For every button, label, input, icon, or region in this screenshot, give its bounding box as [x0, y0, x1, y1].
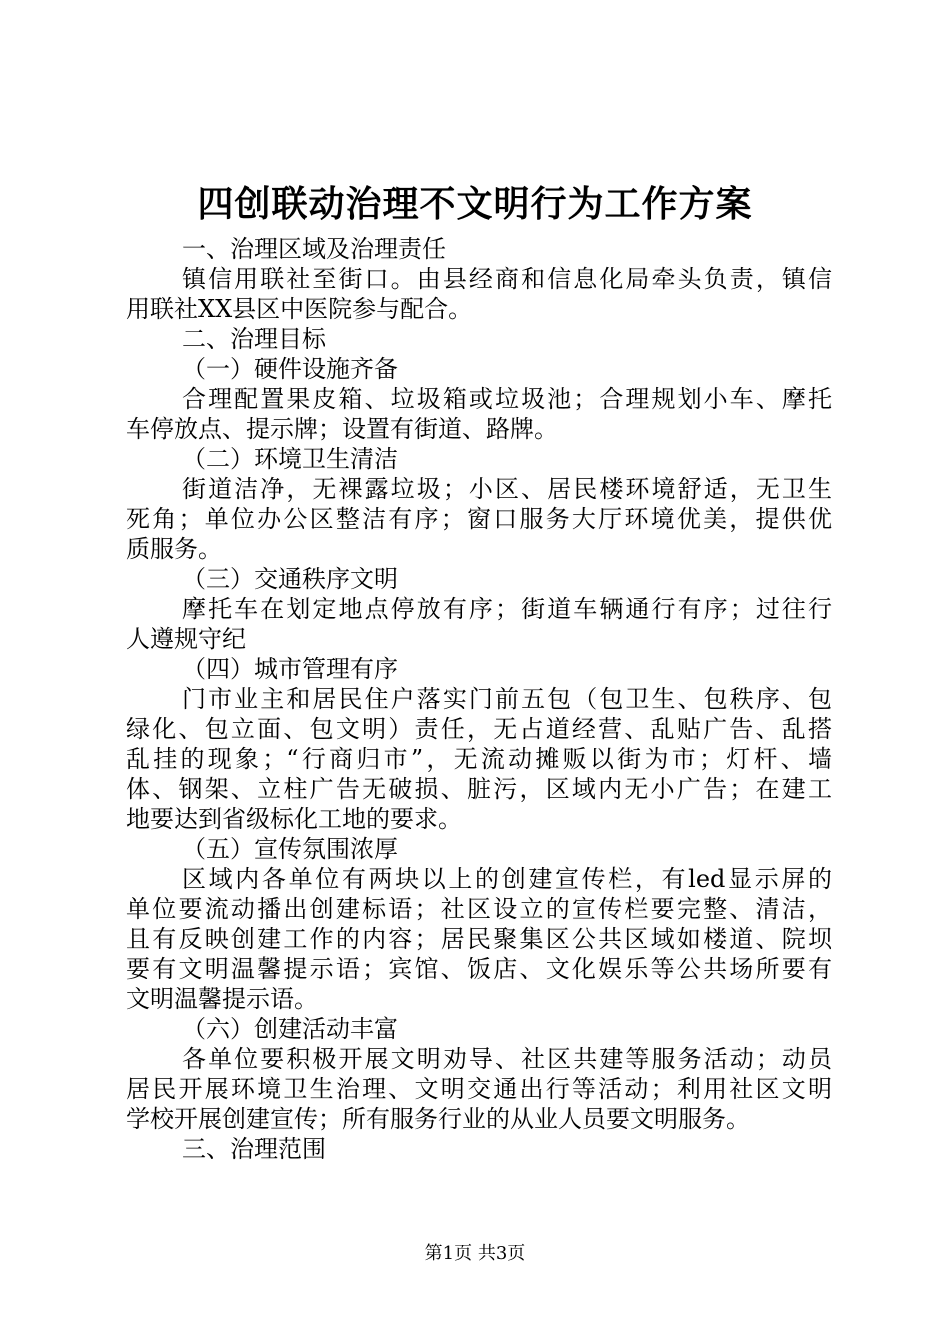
- paragraph-line: 质服务。: [126, 535, 222, 563]
- paragraph-line: 死角；单位办公区整洁有序；窗口服务大厅环境优美，提供优: [126, 505, 832, 533]
- document-title: 四创联动治理不文明行为工作方案: [197, 183, 753, 225]
- subsection-heading: （五）宣传氛围浓厚: [182, 835, 398, 863]
- subsection-heading: （一）硬件设施齐备: [182, 355, 398, 383]
- paragraph-line: 乱挂的现象；“行商归市”，无流动摊贩以街为市；灯杆、墙: [126, 745, 832, 773]
- paragraph-line: 地要达到省级标化工地的要求。: [126, 805, 462, 833]
- paragraph-line: 人遵规守纪: [126, 625, 246, 653]
- subsection-heading: （四）城市管理有序: [182, 655, 398, 683]
- paragraph-line: 门市业主和居民住户落实门前五包（包卫生、包秩序、包: [182, 685, 832, 713]
- paragraph-line: 且有反映创建工作的内容；居民聚集区公共区域如楼道、院坝: [126, 925, 832, 953]
- paragraph-line: 合理配置果皮箱、垃圾箱或垃圾池；合理规划小车、摩托: [182, 385, 832, 413]
- paragraph-line: 要有文明温馨提示语；宾馆、饭店、文化娱乐等公共场所要有: [126, 955, 832, 983]
- paragraph-line: 居民开展环境卫生治理、文明交通出行等活动；利用社区文明: [126, 1075, 832, 1103]
- paragraph-line: 镇信用联社至街口。由县经商和信息化局牵头负责，镇信: [182, 265, 832, 293]
- subsection-heading: （二）环境卫生清洁: [182, 445, 398, 473]
- paragraph-line: 单位要流动播出创建标语；社区设立的宣传栏要完整、清洁，: [126, 895, 832, 923]
- paragraph-line: 用联社XX县区中医院参与配合。: [126, 295, 473, 323]
- section-heading: 一、治理区域及治理责任: [182, 235, 446, 263]
- paragraph-line: 摩托车在划定地点停放有序；街道车辆通行有序；过往行: [182, 595, 832, 623]
- paragraph-line: 绿化、包立面、包文明）责任，无占道经营、乱贴广告、乱搭: [126, 715, 832, 743]
- paragraph-line: 街道洁净，无裸露垃圾；小区、居民楼环境舒适，无卫生: [182, 475, 832, 503]
- document-body: [126, 234, 832, 1164]
- paragraph-line: 区域内各单位有两块以上的创建宣传栏，有led显示屏的: [182, 865, 832, 893]
- paragraph-line: 体、钢架、立柱广告无破损、脏污，区域内无小广告；在建工: [126, 775, 832, 803]
- page-number-footer: 第1页 共3页: [424, 1243, 526, 1264]
- section-heading: 三、治理范围: [182, 1135, 326, 1163]
- paragraph-line: 车停放点、提示牌；设置有街道、路牌。: [126, 415, 558, 443]
- section-heading: 二、治理目标: [182, 325, 326, 353]
- subsection-heading: （六）创建活动丰富: [182, 1015, 398, 1043]
- subsection-heading: （三）交通秩序文明: [182, 565, 398, 593]
- paragraph-line: 文明温馨提示语。: [126, 985, 318, 1013]
- paragraph-line: 各单位要积极开展文明劝导、社区共建等服务活动；动员: [182, 1045, 832, 1073]
- paragraph-line: 学校开展创建宣传；所有服务行业的从业人员要文明服务。: [126, 1105, 750, 1133]
